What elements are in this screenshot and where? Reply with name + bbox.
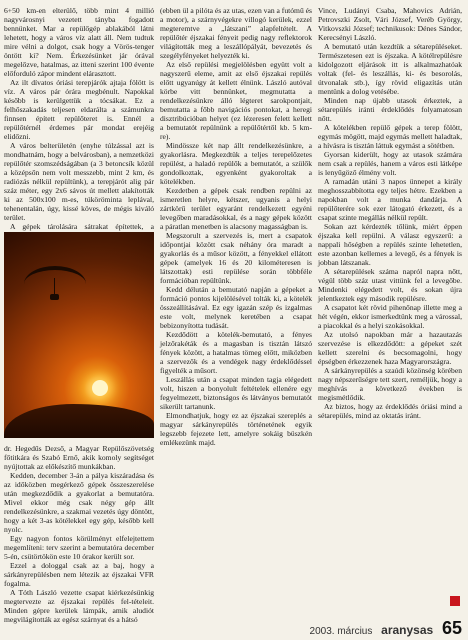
paragraph: A város belterületén (enyhe túlzással azt is mondhatnám, hogy a belvárosban), a nemzetközi repülőtér szomszédságában (a 3 betoncsík közül a középsőn nem volt messzebb, mint 2 km, és radiózás nélkül repültünk), a terepjárót alig pár száz méter, egy 2x6 sávos út mellett alakították ki az 500x100 m-es, túköröminta leplával, tehenentalán, úgy, kissé köves, de mégis kiváló terület. — [4, 141, 154, 222]
sun — [92, 380, 108, 396]
page-footer — [0, 618, 462, 639]
paragraph: A sétarepülések száma napról napra nőtt, végül több száz utast vittünk fel a levegőbe. Mindenki elégedett volt, és sokan újra jelentkeztek egy második repülésre. — [318, 267, 462, 303]
paragraph: Az első repülési megjelölésben együtt volt a nagyszerű eleme, amit az első éjszakai repülés előtt ugyanúgy át kellett élnünk. László autóval körbe vitt bennünket, megmutatta a rendelkezésünkre álló légteret sarokpontjait, bemutatta a főbb navigációs pontokat, a heregi disztribúcióban helyet (ez lézeresen felett kellett a bemutatót repülnünk a repülőtértől kb. 5 km-re). — [160, 60, 312, 141]
paragraph: Az biztos, hogy az érdeklődés óriási mind a sétarepülés, mind az oktatás iránt. — [318, 402, 462, 420]
paragraph: (ebben ül a pilóta és az utas, ezen van a futómű és a motor), a szárnyvégekre villogó kerülek, ezzel megteremtve a „látszani” alapfeltételt. A repülőtér éjszakai fényeit pedig nagy reflektorok világították meg a leszállópályát, bevezetés és szegélyfényeket helyezték ki. — [160, 6, 312, 60]
paragraph: A csapatot két rövid pihenőnap illette meg a hét végén, ekkor ismerkedtünk meg a várossal, a piacokkal és a helyi szokásokkal. — [318, 303, 462, 330]
article-column-1-bottom — [4, 444, 154, 624]
paragraph: A Tóth László vezette csapat kiérkezésünkig megtervezte az éjszakai repülés fel-tételeit. Minden gépre kerülek lámpák, amik aludiót megvilágították az egész szárnyat és a hátsó — [4, 588, 154, 624]
paragraph: A gépek tárolására sátrakat építettek, a — [10, 222, 154, 231]
paragraph: Leszállás után a csapat minden tagja elégedett volt, hiszen a bonyolult feltételek ellenére egy fegyelmezett, biztonságos és látványos bemutatót sikerült tartanunk. — [160, 375, 312, 411]
paragraph: Kedden, december 3-án a pálya kiszáradása és az időközben megérkező gépek összeszerelése után megkezdődik a gyakorlat a bemutatóra. Mivel ekkor még csak négy gép állt rendelkezésünkre, a szakmai vezetés úgy döntött, hogy a két 3-as kötélekkel egy gép, később kell nyolc. — [4, 471, 154, 534]
paragraph: Megszorult a szervezés is, mert a csapatok időpontjai között csak néhány óra maradt a gyakorlás és a műsor között, a fényekkel ellátott gépek (amelyek 16 és 20 kilométeresen is látszottak) esti repülése során többféle formációban repültünk. — [160, 231, 312, 285]
paragraph: A ramadán utáni 3 napos ünnepet a király meghosszabbította egy teljes hétre. Ezekben a napokban volt a munka dandárja. A repülőterére sok ezer látogató érkezett, és a csapat szinte megállás nélkül repült. — [318, 177, 462, 222]
page-number: 65 — [441, 618, 462, 638]
paragraph: Mindössze két nap állt rendelkezésünkre, a gyakorlásra. Megkezdtük a teljes terepelőzetes repülést, a haladó repülők a bemutatót, a szülők gondolkoztak, egyenként gyakoroltak a kötelékben. — [160, 141, 312, 186]
hill-silhouette — [4, 404, 154, 438]
sunset-paraglider-photo — [4, 232, 154, 438]
paraglider-pilot — [50, 294, 59, 300]
paragraph: Elmondhatjuk, hogy ez az éjszakai szereplés a magyar sárkányrepülés történetének egyik legszebb fejezete lett, amelyre sokáig büszkén emlékezünk majd. — [160, 411, 312, 447]
paragraph: Sokan azt kérdezték tőlünk, miért éppen éjszaka kell repülni. A válasz egyszerű: a nappali hőségben a repülés szinte lehetetlen, este azonban kellemes a levegő, és a fények is jobban látszanak. — [318, 222, 462, 267]
paragraph: A bemutató után kezdtük a sétarepüléseket. Természetesen ezt is éjszaka. A kötélrepülésre kidolgozott eljárások itt is alkalmazhatóak voltak (fel- és leszállás, ki- és besorolás, útvonalak stb.), így rövid eligazítás után mentünk a dolog vetésébe. — [318, 42, 462, 96]
paragraph: Kezdődött a kötelék-bemutató, a fényes jelzőrakéták és a magasban is tisztán látszó fények között, a hatalmas tömeg előtt, miközben a szervezők és a vendégek nagy érdeklődéssel figyelték a műsort. — [160, 330, 312, 375]
paragraph: 6+50 km-en elterülő, több mint 4 millió nagyvárosnyi vezetett tányba fogadott bennünket. Mar a repülőgép ablakából látni lehetett, hogy a város víz alatt áll. Nem tudtuk mire vélni a dolgot, csak hogy a Vörös-tenger öntött ki? Nem. Érkezésünket jár órával megelőzve, hatalmas, az itteni szerint 100 évente előforduló zápor mindent elárasztott. — [4, 6, 154, 78]
paragraph: Ezzel a dologgal csak az a baj, hogy a sárkányrepülésben nem létezik az éjszakai VFR fogalma. — [4, 561, 154, 588]
paragraph: Gyorsan kiderült, hogy az utasok számára nem csak a repülés, hanem a város esti látképe is lenyűgöző élmény volt. — [318, 150, 462, 177]
end-of-article-marker — [450, 596, 460, 606]
paragraph: Kezdetben a gépek csak rendben repülni az ismeretlen helyre, kétszer, ugyanis a helyi zártkörű terület egyaránt rendelkezett egyéni levegőben maradásokkal, és a nagy gépek között a páratlan menetben is alacsony magasságban is. — [160, 186, 312, 231]
paragraph: Egy nagyon fontos körülményt elfelejtettem megemlíteni: terv szerint a bemutatóra december 5-én, csütörtökön este 10 órakor került sor. — [4, 534, 154, 561]
magazine-name: aranysas — [381, 623, 434, 637]
paragraph: A sárkányrepülés a szaúdi közönség körében nagy népszerűségre tett szert, reméljük, hogy a meghívás a következő években is megismétlődik. — [318, 366, 462, 402]
article-column-3 — [318, 6, 462, 612]
paragraph: dr. Hegedűs Dezső, a Magyar Repülőszövetség főtitkára és Szabó Ernő, akik komoly segítséget nyújtottak az előkészítő munkákban. — [4, 444, 154, 471]
paraglider-wing — [24, 266, 86, 284]
paragraph: A kötelékben repülő gépek a terep fölött, egymás mögött, majd egymás mellett haladtak, a hívásra is tisztán láttuk egymást a sötétben. — [318, 123, 462, 150]
paragraph: Kedd délután a bemutató napján a gépeket a formáció pontos kijelölésével tolták ki, a kötelék összeállításával. Ez egy igazán szép és izgalmas este volt, melynek keretében a csapat bebizonyította tudását. — [160, 285, 312, 330]
paragraph: Az utolsó napokban már a hazautazás szervezése is elkezdődött: a gépeket szét kellett szerelni és becsomagolni, hogy épségben érkezzenek haza Magyarországra. — [318, 330, 462, 366]
paragraph: Minden nap újabb utasok érkeztek, a sétarepülés iránti érdeklődés folyamatosan nőtt. — [318, 96, 462, 123]
paragraph: Az ilt dívatos óriási terepjárók ajtaja fölött is víz. A város pár órára megbénult. Napokkal később is kerülgettük a tócsákat. Ez a felhőszakadás teljesen eldarálta a számunkra finnsen épített repülőteret is. Ennél a repülőtérnél érdemes pár mondat erejéig elidőzni. — [4, 78, 154, 141]
paragraph: Vince, Ludányi Csaba, Mahovics Adrián, Petrovszki Zsolt, Vári József, Veréb György, Vitkovszki József; technikusok: Dénes Sándor, Kerecsényi László. — [318, 6, 462, 42]
article-column-2 — [160, 6, 312, 612]
issue-date: 2003. március — [309, 626, 373, 637]
